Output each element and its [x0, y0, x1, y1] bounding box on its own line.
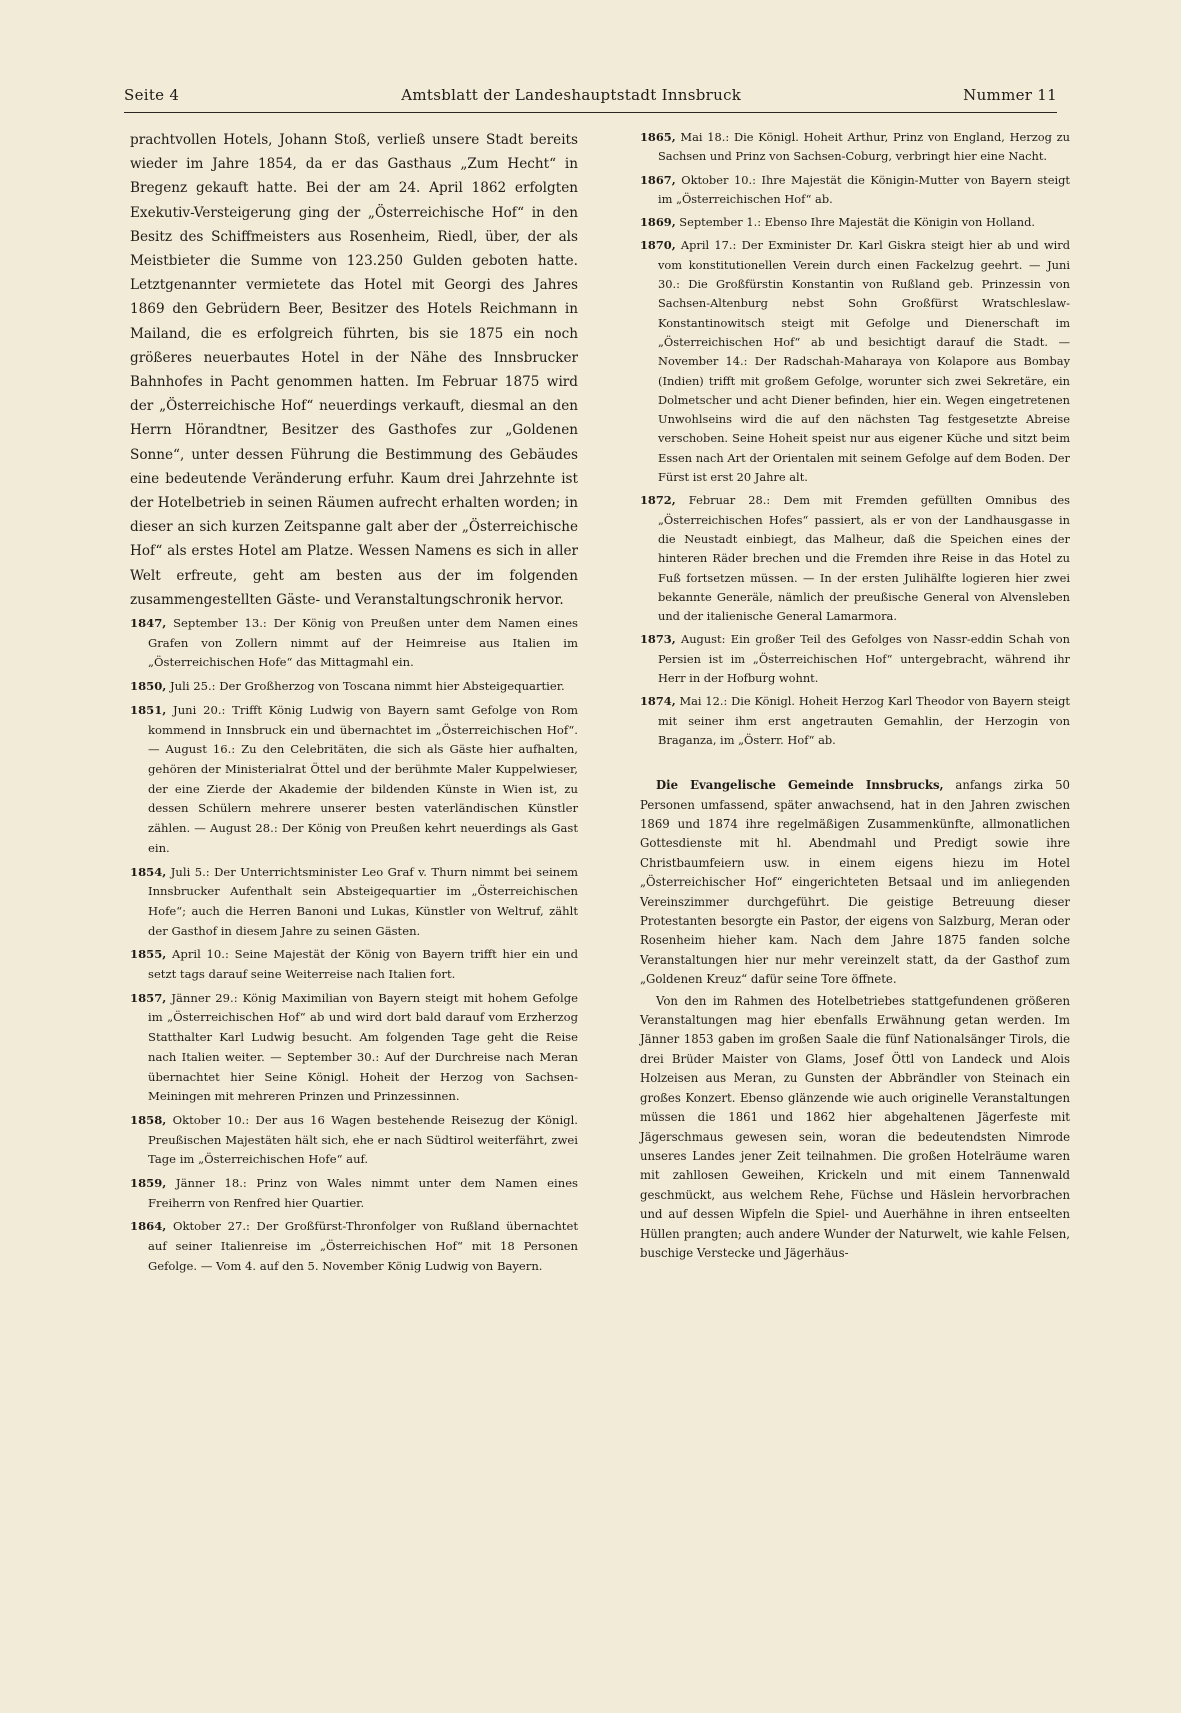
- entry-text: Jänner 18.: Prinz von Wales nimmt unter dem Namen eines Freiherrn von Renfred hier Quartier.: [148, 1176, 578, 1210]
- chronicle-entry: [640, 171, 1070, 210]
- chronicle-entry: [640, 236, 1070, 487]
- page-number: Seite 4: [124, 86, 180, 104]
- entry-year: 1867,: [640, 172, 676, 187]
- entry-year: 1854,: [130, 864, 167, 879]
- entry-year: 1857,: [130, 990, 167, 1005]
- entry-text: September 13.: Der König von Preußen unter dem Namen eines Grafen von Zollern nimmt auf der Heimreise aus Italien im „Österreichischen Hofe“ das Mittagmahl ein.: [148, 616, 578, 670]
- entry-text: Oktober 10.: Ihre Majestät die Königin-Mutter von Bayern steigt im „Österreichischen Hof“ ab.: [658, 172, 1070, 206]
- entry-year: 1870,: [640, 238, 676, 253]
- entry-year: 1872,: [640, 493, 676, 508]
- chronicle-list-right: [640, 128, 1070, 750]
- entry-text: August: Ein großer Teil des Gefolges von Nassr-eddin Schah von Persien ist im „Österreichischen Hof“ untergebracht, während ihr Herr in der Hofburg wohnt.: [658, 632, 1070, 686]
- entry-year: 1858,: [130, 1112, 167, 1127]
- paragraph-text: anfangs zirka 50 Personen umfassend, später anwachsend, hat in den Jahren zwischen 1869 und 1874 ihre regelmäßigen Zusammenkünfte, allmonatlichen Gottesdienste mit hl. Abendmahl und Predigt sowie ihre Christbaumfeiern usw. in einem eigens hiezu im Hotel „Österreichischer Hof“ eingerichteten Betsaal und im anliegenden Vereinszimmer durchgeführt. Die geistige Betreuung dieser Protestanten besorgte ein Pastor, der eigens von Salzburg, Meran oder Rosenheim hieher kam. Nach dem Jahre 1875 fanden solche Veranstaltungen hier nur mehr vereinzelt statt, da der Gasthof zum „Goldenen Kreuz“ dafür seine Tore öffnete.: [640, 778, 1070, 987]
- chronicle-entry: [130, 989, 578, 1107]
- chronicle-entry: [640, 128, 1070, 167]
- events-paragraph: Von den im Rahmen des Hotelbetriebes stattgefundenen größeren Veranstaltungen mag hier ebenfalls Erwähnung getan werden. Im Jänner 1853 gaben im großen Saale die fünf Nationalsänger Tirols, die drei Brüder Maister von Glams, Josef Öttl von Landeck und Alois Holzeisen aus Meran, zu Gunsten der Abbrändler von Steinach ein großes Konzert. Ebenso glänzende wie auch originelle Veranstaltungen müssen die 1861 und 1862 hier abgehaltenen Jägerfeste mit Jägerschmaus gewesen sein, woran die bedeutendsten Nimrode unseres Landes jener Zeit teilnahmen. Die großen Hotelräume waren mit zahllosen Geweihen, Krickeln und mit einem Tannenwald geschmückt, aus welchem Rehe, Füchse und Häslein hervorbrachen und auf dessen Wipfeln die Spiel- und Auerhähne in ihren entseelten Hüllen prangten; auch andere Wunder der Naturwelt, wie kahle Felsen, buschige Verstecke und Jägerhäus-: [640, 993, 1070, 1260]
- chronicle-entry: [130, 945, 578, 984]
- entry-year: 1850,: [130, 679, 167, 694]
- page-header: [124, 86, 1057, 112]
- chronicle-entry: [130, 863, 578, 942]
- intro-paragraph: prachtvollen Hotels, Johann Stoß, verließ unsere Stadt bereits wieder im Jahre 1854, da er das Gasthaus „Zum Hecht“ in Bregenz gekauft hatte. Bei der am 24. April 1862 erfolgten Exekutiv-Versteigerung ging der „Österreichische Hof“ in den Besitz des Schiffmeisters aus Rosenheim, Riedl, über, der als Meistbieter die Summe von 123.250 Gulden geboten hatte. Letztgenannter vermietete das Hotel mit Georgi des Jahres 1869 den Gebrüdern Beer, Besitzer des Hotels Reichmann in Mailand, die es erfolgreich führten, bis sie 1875 ein noch größeres neuerbautes Hotel in der Nähe des Innsbrucker Bahnhofes in Pacht genommen hatten. Im Februar 1875 wird der „Österreichische Hof“ neuerdings verkauft, diesmal an den Herrn Hörandtner, Besitzer des Gasthofes zur „Goldenen Sonne“, unter dessen Führung die Bestimmung des Gebäudes eine bedeutende Veränderung erfuhr. Kaum drei Jahrzehnte ist der Hotelbetrieb in seinen Räumen aufrecht erhalten worden; in dieser an sich kurzen Zeitspanne galt aber der „Österreichische Hof“ als erstes Hotel am Platze. Wessen Namens es sich in aller Welt erfreute, geht am besten aus der im folgenden zusammengestellten Gäste- und Veranstaltungschronik hervor.: [130, 132, 578, 608]
- entry-year: 1851,: [130, 702, 167, 717]
- protestant-community-paragraph: [640, 776, 1070, 989]
- entry-year: 1873,: [640, 632, 676, 647]
- entry-year: 1864,: [130, 1219, 167, 1234]
- entry-year: 1855,: [130, 947, 167, 962]
- entry-text: Juli 5.: Der Unterrichtsminister Leo Graf v. Thurn nimmt bei seinem Innsbrucker Aufenthalt sein Absteigequartier im „Österreichischen Hofe“; auch die Herren Banoni und Lukas, Künstler von Weltruf, zählt der Gasthof in diesem Jahre zu seinen Gästen.: [148, 864, 578, 938]
- entry-text: September 1.: Ebenso Ihre Majestät die Königin von Holland.: [675, 215, 1036, 230]
- left-column: [130, 128, 578, 1281]
- issue-number: Nummer 11: [963, 86, 1057, 104]
- right-column: [640, 128, 1070, 1265]
- chronicle-entry: [640, 630, 1070, 688]
- header-rule: [124, 112, 1057, 113]
- entry-year: 1874,: [640, 694, 676, 709]
- entry-year: 1865,: [640, 130, 676, 144]
- entry-text: Mai 12.: Die Königl. Hoheit Herzog Karl Theodor von Bayern steigt mit seiner ihm erst angetrauten Gemahlin, der Herzogin von Braganza, im „Österr. Hof“ ab.: [658, 694, 1070, 747]
- entry-year: 1847,: [130, 616, 167, 631]
- entry-text: Juli 25.: Der Großherzog von Toscana nimmt hier Absteigequartier.: [166, 679, 565, 694]
- entry-text: Juni 20.: Trifft König Ludwig von Bayern samt Gefolge von Rom kommend in Innsbruck ein und übernachtet im „Österreichischen Hof“. — August 16.: Zu den Celebritäten, die sich als Gäste hier aufhalten, gehören der Ministerialrat Öttel und der berühmte Maler Kuppelwieser, der eine Zierde der Akademie der bildenden Künste in Wien ist, zu dessen Schülern mehrere unserer besten vaterländischen Künstler zählen. — August 28.: Der König von Preußen kehrt neuerdings als Gast ein.: [148, 702, 578, 855]
- entry-text: Oktober 10.: Der aus 16 Wagen bestehende Reisezug der Königl. Preußischen Majestäten hält sich, ehe er nach Südtirol weiterfährt, zwei Tage im „Österreichischen Hofe“ auf.: [148, 1112, 578, 1167]
- entry-year: 1869,: [640, 215, 676, 230]
- entry-text: Mai 18.: Die Königl. Hoheit Arthur, Prinz von England, Herzog zu Sachsen und Prinz von Sachsen-Coburg, verbringt hier eine Nacht.: [658, 130, 1070, 164]
- chronicle-entry: [130, 1111, 578, 1170]
- paragraph-heading: Die Evangelische Gemeinde Innsbrucks,: [656, 778, 944, 793]
- chronicle-entry: [640, 692, 1070, 750]
- chronicle-entry: [130, 614, 578, 673]
- entry-year: 1859,: [130, 1176, 167, 1191]
- chronicle-entry: [130, 677, 578, 697]
- entry-text: April 17.: Der Exminister Dr. Karl Giskra steigt hier ab und wird vom konstitutionellen Verein durch einen Fackelzug geehrt. — Juni 30.: Die Großfürstin Konstantin von Rußland geb. Prinzessin von Sachsen-Altenburg nebst Sohn Großfürst Wratschleslaw-Konstantinowitsch steigt mit Gefolge und Dienerschaft im „Österreichischen Hof“ ab und besichtigt darauf die Stadt. — November 14.: Der Radschah-Maharaya von Kolapore aus Bombay (Indien) trifft mit großem Gefolge, worunter sich zwei Sekretäre, ein Dolmetscher und acht Diener befinden, hier ein. Wegen eingetretenen Unwohlseins wird die auf den nächsten Tag festgesetzte Abreise verschoben. Seine Hoheit speist nur aus eigener Küche und sitzt beim Essen nach Art der Orientalen mit seinem Gefolge auf dem Boden. Der Fürst ist erst 20 Jahre alt.: [658, 238, 1070, 485]
- chronicle-entry: [130, 1174, 578, 1213]
- entry-text: Oktober 27.: Der Großfürst-Thronfolger von Rußland übernachtet auf seiner Italienreise im „Österreichischen Hof“ mit 18 Personen Gefolge. — Vom 4. auf den 5. November König Ludwig von Bayern.: [148, 1219, 578, 1273]
- entry-text: Jänner 29.: König Maximilian von Bayern steigt mit hohem Gefolge im „Österreichischen Hof“ ab und wird dort bald darauf vom Erzherzog Statthalter Karl Ludwig besucht. Am folgenden Tage geht die Reise nach Italien weiter. — September 30.: Auf der Durchreise nach Meran übernachtet hier Seine Königl. Hoheit der Herzog von Sachsen-Meiningen mit mehreren Prinzen und Prinzessinnen.: [148, 990, 578, 1104]
- chronicle-entry: [130, 1217, 578, 1276]
- section-gap: [640, 754, 1070, 776]
- entry-text: Februar 28.: Dem mit Fremden gefüllten Omnibus des „Österreichischen Hofes“ passiert, als er von der Landhausgasse in die Neustadt einbiegt, das Malheur, daß die Speichen eines der hinteren Räder brechen und die Fremden ihre Reise in das Hotel zu Fuß fortsetzen müssen. — In der ersten Julihälfte logieren hier zwei bekannte Generäle, nämlich der preußische General von Alvensleben und der italienische General Lamarmora.: [658, 493, 1070, 624]
- chronicle-list-left: [130, 614, 578, 1277]
- chronicle-entry: [130, 701, 578, 859]
- chronicle-entry: [640, 213, 1070, 232]
- chronicle-entry: [640, 491, 1070, 626]
- entry-text: April 10.: Seine Majestät der König von Bayern trifft hier ein und setzt tags darauf seine Weiterreise nach Italien fort.: [148, 947, 578, 982]
- publication-title: Amtsblatt der Landeshauptstadt Innsbruck: [401, 86, 742, 104]
